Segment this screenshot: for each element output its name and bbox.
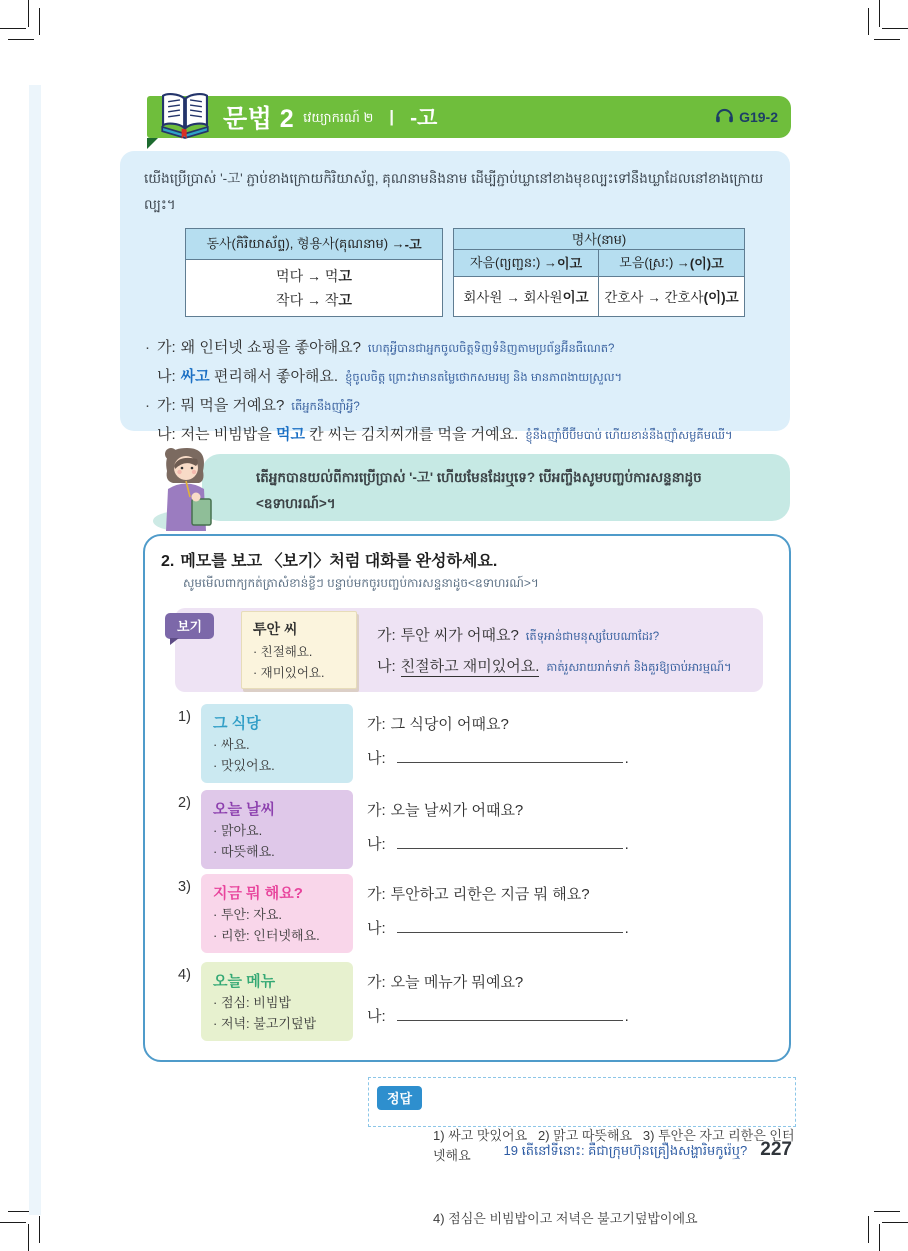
- grammar-section-banner: [147, 96, 791, 138]
- dialogue-question: 가: 오늘 날씨가 어때요?: [367, 802, 524, 819]
- item-dialogue: [367, 713, 629, 768]
- khmer-translation: តើទុអាន់ជាមនុស្សបែបណាដែរ?: [525, 631, 660, 643]
- crop-mark: [874, 39, 900, 40]
- crop-mark: [874, 1211, 900, 1212]
- noun-table: [453, 228, 745, 317]
- audio-button[interactable]: [715, 96, 778, 138]
- title-divider: |: [389, 107, 395, 126]
- dialogue-answer: 나: 저는 비빔밥을 먹고 칸 씨는 김치찌개를 먹을 거예요. ខ្ញុំនឹងញ៉ាំប៊ីប៊ីមបាប់ ហើយខាន់នឹងញ៉ាំសម្លគីមឈី។: [157, 425, 733, 443]
- grammar-intro-card: [120, 151, 790, 443]
- table-cell: 회사원 → 회사원 이고: [454, 277, 599, 316]
- answer-blank[interactable]: [397, 749, 623, 763]
- dialogue-answer: 나: .: [367, 1008, 629, 1025]
- item-number: 3): [178, 879, 191, 895]
- memo-item: · 맑아요.: [213, 823, 263, 838]
- crop-mark: [882, 28, 908, 29]
- table-cell: 자음(ព្យញ្ជនៈ) → 이고: [454, 250, 599, 276]
- example-dialogues: [145, 334, 768, 450]
- conjugation-tables: [185, 228, 768, 317]
- table-body: [186, 260, 442, 316]
- item-dialogue: [367, 799, 629, 854]
- exercise-title: 2. 메모를 보고 〈보기〉처럼 대화를 완성하세요.: [161, 553, 498, 570]
- dialogue-answer: 나: .: [367, 750, 629, 767]
- dialogue-question: 가: 투안하고 리한은 지금 뭐 해요?: [367, 886, 590, 903]
- crop-mark: [868, 8, 869, 35]
- dialogue-answer: 나: .: [367, 920, 629, 937]
- exercise-item: [145, 704, 789, 788]
- section-title: 문법 2: [223, 105, 295, 133]
- table-header: 동사(កិរិយាស័ព្ទ), 형용사(គុណនាម) → -고: [186, 229, 442, 260]
- memo-card: [241, 611, 357, 689]
- memo-title: 투안 씨: [253, 621, 298, 637]
- memo-item: · 점심: 비빔밥: [213, 995, 291, 1010]
- table-subheader-row: [454, 250, 744, 277]
- answer-line: 1) 싸고 맛있어요 2) 맑고 따뜻해요 3) 투안은 자고 리한은 인터넷해요: [433, 1127, 795, 1164]
- item-dialogue: [367, 971, 629, 1026]
- grammar-highlight: 싸고: [180, 367, 210, 385]
- answer-blank[interactable]: [397, 919, 623, 933]
- memo-title: 오늘 메뉴: [213, 973, 276, 990]
- dialogue-question: 가: 투안 씨가 어때요? តើទុអាន់ជាមនុស្សបែបណាដែរ?: [377, 627, 660, 644]
- example-panel: [175, 608, 763, 692]
- memo-title: 지금 뭐 해요?: [213, 885, 303, 902]
- crop-mark: [8, 39, 34, 40]
- tip-speech-bubble: [202, 454, 790, 521]
- dialogue-question: · 가: 왜 인터넷 쇼핑을 좋아해요? ហេតុអ្វីបានជាអ្នកចូលចិត្តទិញទំនិញតាមប្រព័ន្ធអ៊ីនធឺណេត?: [145, 338, 615, 356]
- audio-track-label: G19-2: [739, 109, 778, 125]
- exercise-card: [143, 534, 791, 1062]
- dialogue-question: 가: 오늘 메뉴가 뭐예요?: [367, 974, 524, 991]
- crop-mark: [879, 0, 880, 27]
- grammar-description: យើងប្រើប្រាស់ '-고' ភ្ជាប់ខាងក្រោយកិរិយាស័ព្ទ, គុណនាមនិងនាម ដើម្បីភ្ជាប់ឃ្លានៅខាងមុខល្បះទៅនឹងឃ្លាដែលនៅខាងក្រោយល្បះ។: [144, 171, 764, 213]
- memo-card: [201, 962, 353, 1041]
- answer-blank[interactable]: [397, 835, 623, 849]
- crop-mark: [0, 28, 26, 29]
- khmer-translation: ខ្ញុំចូលចិត្ត ព្រោះវាមានតម្លៃថោកសមរម្យ និង មានភាពងាយស្រួល។: [345, 371, 623, 384]
- khmer-translation: គាត់រួសរាយរាក់ទាក់ និងគួរឱ្យចាប់អារម្មណ៍។: [546, 662, 732, 674]
- crop-mark: [28, 0, 29, 27]
- khmer-translation: តើអ្នកនឹងញ៉ាំអ្វី?: [291, 400, 360, 413]
- dialogue-answer: 나: 싸고 편리해서 좋아해요. ខ្ញុំចូលចិត្ត ព្រោះវាមានតម្លៃថោកសមរម្យ និង មានភាពងាយស្រួល។: [157, 367, 623, 385]
- answer-blank[interactable]: [397, 1007, 623, 1021]
- dialogue-answer: 나: .: [367, 836, 629, 853]
- crop-mark: [879, 1224, 880, 1251]
- headphones-icon: [715, 107, 734, 127]
- answer-key-label: 정답: [377, 1086, 422, 1110]
- table-row: 먹다 → 먹고: [276, 267, 352, 284]
- item-dialogue: [367, 883, 629, 938]
- khmer-translation: ខ្ញុំនឹងញ៉ាំប៊ីប៊ីមបាប់ ហើយខាន់នឹងញ៉ាំសម្លគីមឈី។: [525, 429, 733, 442]
- example-dialogue: [377, 621, 732, 683]
- memo-item: · 재미있어요.: [253, 666, 325, 681]
- table-cell: 간호사 → 간호사 (이)고: [604, 290, 739, 306]
- grammar-highlight: 먹고: [275, 425, 305, 443]
- memo-title: 그 식당: [213, 715, 261, 732]
- table-body: [454, 277, 744, 316]
- table-header: 명사(នាម): [454, 229, 744, 250]
- exercise-item: [145, 962, 789, 1046]
- crop-mark: [882, 1222, 908, 1223]
- table-row: 작다 → 작고: [276, 292, 352, 309]
- bogi-tag: 보기: [165, 613, 214, 639]
- memo-card: [201, 790, 353, 869]
- teacher-illustration: [149, 441, 227, 531]
- answer-key-text: [433, 1084, 795, 1251]
- memo-item: · 싸요.: [213, 737, 250, 752]
- memo-item: · 맛있어요.: [213, 757, 275, 773]
- crop-mark: [868, 1216, 869, 1243]
- verb-adjective-table: [185, 228, 443, 317]
- answer-line: 4) 점심은 비빔밥이고 저녁은 불고기덮밥이에요: [433, 1210, 698, 1226]
- model-answer: 친절하고 재미있어요.: [400, 658, 540, 675]
- exercise-item: [145, 790, 789, 874]
- memo-item: · 친절해요.: [253, 645, 313, 659]
- memo-item: · 따뜻해요.: [213, 843, 275, 859]
- item-number: 2): [178, 795, 191, 811]
- table-cell: 모음(ស្រៈ) → (이)고: [619, 254, 724, 272]
- memo-card: [201, 704, 353, 783]
- memo-title: 오늘 날씨: [213, 801, 276, 818]
- crop-mark: [39, 1216, 40, 1243]
- dialogue-answer: 나: 친절하고 재미있어요. គាត់រួសរាយរាក់ទាក់ និងគួរឱ្យចាប់អារម្មណ៍។: [377, 658, 732, 675]
- page-number: 227: [760, 1139, 792, 1160]
- crop-mark: [0, 1222, 26, 1223]
- page-edge-strip: [29, 85, 41, 1215]
- exercise-subtitle-khmer: សូមមើលពាក្យកត់ត្រាសំខាន់ខ្លីៗ បន្ទាប់មកចូរបញ្ចប់ការសន្ទនាដូច<ឧទាហរណ៍>។: [183, 576, 539, 590]
- crop-mark: [39, 8, 40, 35]
- dialogue-question: 가: 그 식당이 어때요?: [367, 716, 509, 733]
- open-book-icon: [158, 91, 212, 146]
- exercise-number: 2.: [161, 553, 175, 570]
- dialogue-question: · 가: 뭐 먹을 거예요? តើអ្នកនឹងញ៉ាំអ្វី?: [145, 396, 360, 414]
- memo-item: · 저녁: 불고기덮밥: [213, 1015, 317, 1031]
- exercise-item: [145, 874, 789, 958]
- memo-item: · 투안: 자요.: [213, 907, 283, 922]
- memo-item: · 리한: 인터넷해요.: [213, 927, 320, 943]
- grammar-point-label: -고: [410, 107, 438, 130]
- crop-mark: [28, 1224, 29, 1251]
- page-footer: [290, 1139, 792, 1162]
- banner-fold: [147, 138, 158, 149]
- chapter-title: 19 តើនៅទីនោះ: គឺជាក្រុមហ៊ុនគ្រឿងសង្ហារិមកូរ៉េឬ?: [503, 1143, 748, 1158]
- item-number: 1): [178, 709, 191, 725]
- section-title-khmer: វេយ្យាករណ៍ ២: [303, 109, 374, 125]
- memo-card: [201, 874, 353, 953]
- item-number: 4): [178, 967, 191, 983]
- khmer-translation: ហេតុអ្វីបានជាអ្នកចូលចិត្តទិញទំនិញតាមប្រព័ន្ធអ៊ីនធឺណេត?: [367, 342, 615, 355]
- tip-text: តើអ្នកបានយល់ពីការប្រើប្រាស់ '-고' ហើយមែនដែរឬទេ? បើអញ្ចឹងសូមបញ្ចប់ការសន្ទនាដូច <ឧទាហរណ៍>។: [256, 470, 702, 512]
